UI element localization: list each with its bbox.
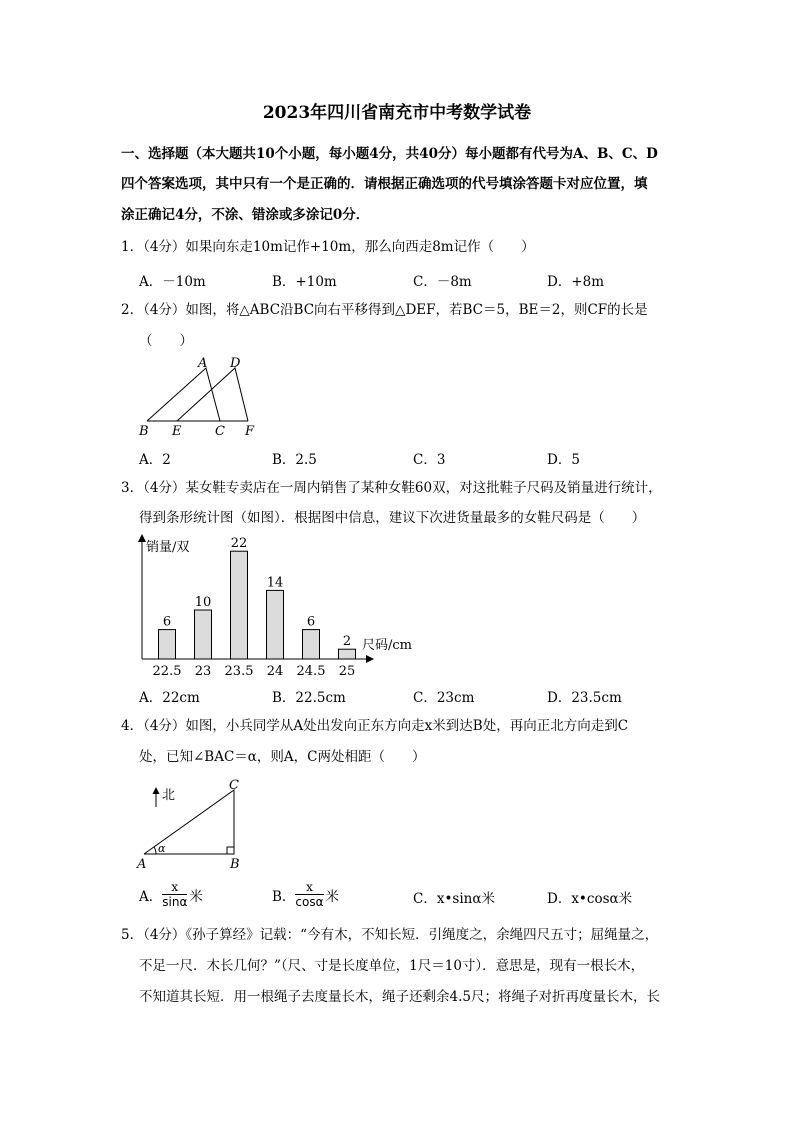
q4-option-c: C．x•sinα米 [413,891,495,907]
q4-option-d: D．x•cosα米 [547,891,633,907]
q1-option-a: A．－10m [139,274,206,290]
q4-stem-2: 处，已知∠BAC＝α，则A，C两处相距（ ） [139,749,426,765]
q1-option-d: D．+8m [547,274,605,290]
q2-label-d: D [230,356,241,371]
page-title: 2023年四川省南充市中考数学试卷 [262,103,532,123]
x-tick-label: 23 [194,664,212,679]
q4-option-b-numerator: x [295,881,323,895]
bar-22.5 [159,630,176,659]
q3-option-b: B．22.5cm [272,690,346,706]
q3-option-a: A．22cm [139,690,200,706]
q2-label-c: C [215,424,225,439]
q5-line-1: 5．（4分）《孙子算经》记载：“今有木，不知长短．引绳度之，余绳四尺五寸；屈绳量之， [121,927,659,943]
bar-23.5 [231,551,248,659]
q3-option-d: D．23.5cm [547,690,622,706]
x-tick-label: 24 [266,664,284,679]
chart-x-label: 尺码/cm [362,638,412,653]
q2-option-b: B．2.5 [272,452,317,468]
bar-24 [267,590,284,659]
chart-y-label: 销量/双 [146,540,190,555]
q4-option-a-numerator: x [162,881,187,895]
bar-value-label: 10 [194,595,212,610]
bar-24.5 [303,630,320,659]
q2-label-b: B [139,424,149,439]
q1-option-c: C．－8m [413,274,472,290]
q4-label-a: A [137,857,147,872]
q3-stem-2: 得到条形统计图（如图）．根据图中信息，建议下次进货量最多的女鞋尺码是（ ） [139,510,646,526]
q4-right-triangle-figure [130,775,260,875]
q2-option-a: A．2 [139,452,171,468]
q4-option-a-denominator: sinα [162,895,188,909]
q4-option-a-unit: 米 [189,889,203,905]
section-header-line-3: 涂正确记4分，不涂、错涂或多涂记0分． [121,207,370,223]
q4-option-a-label: A． [139,889,163,905]
q4-option-b-label: B． [272,889,296,905]
q2-label-e: E [172,424,182,439]
x-tick-label: 25 [338,664,356,679]
q4-stem: 4．（4分）如图，小兵同学从A处出发向正东方向走x米到达B处，再向正北方向走到C [121,718,629,734]
q5-line-2: 不足一尺．木长几何？”（尺、寸是长度单位，1尺＝10寸）．意思是，现有一根长木， [139,958,645,974]
q2-triangle-figure [130,355,270,440]
bar-23 [195,610,212,659]
q2-label-f: F [245,424,255,439]
bar-value-label: 6 [162,614,172,630]
bar-value-label: 2 [342,634,352,650]
q4-option-b-denominator: cosα [295,895,324,909]
x-tick-label: 23.5 [224,664,254,679]
q4-label-north: 北 [162,788,176,803]
q2-option-c: C．3 [413,452,446,468]
q1-option-b: B．+10m [272,274,337,290]
q3-option-c: C．23cm [413,690,475,706]
q4-option-a-fraction [162,881,187,909]
q3-bar-chart [120,530,430,680]
q4-option-a [139,881,203,909]
x-tick-label: 24.5 [296,664,326,679]
q4-option-b [272,881,339,909]
q1-stem: 1．（4分）如果向东走10m记作+10m，那么向西走8m记作（ ） [121,239,535,255]
q4-label-c: C [229,778,239,793]
q5-line-3: 不知道其长短．用一根绳子去度量长木，绳子还剩余4.5尺；将绳子对折再度量长木，长 [139,989,660,1005]
section-header-line-1: 一、选择题（本大题共10个小题，每小题4分，共40分）每小题都有代号为A、B、C、D [121,146,658,162]
q4-label-alpha: α [158,842,166,855]
q4-option-b-unit: 米 [325,889,340,905]
q3-stem: 3．（4分）某女鞋专卖店在一周内销售了某种女鞋60双，对这批鞋子尺码及销量进行统计， [121,480,662,496]
section-header-line-2: 四个答案选项，其中只有一个是正确的．请根据正确选项的代号填涂答题卡对应位置，填 [121,176,648,192]
q2-stem-paren: （ ） [139,333,193,349]
bar-25 [339,649,356,659]
q2-option-d: D．5 [547,452,580,468]
bar-value-label: 14 [266,575,284,591]
q4-option-b-fraction [295,881,323,909]
bar-value-label: 22 [230,536,248,552]
bar-value-label: 6 [306,614,316,630]
q2-label-a: A [198,356,208,371]
q4-label-b: B [230,857,240,872]
x-tick-label: 22.5 [152,664,182,679]
q2-stem: 2．（4分）如图，将△ABC沿BC向右平移得到△DEF，若BC＝5，BE＝2，则CF的长是 [121,302,648,318]
